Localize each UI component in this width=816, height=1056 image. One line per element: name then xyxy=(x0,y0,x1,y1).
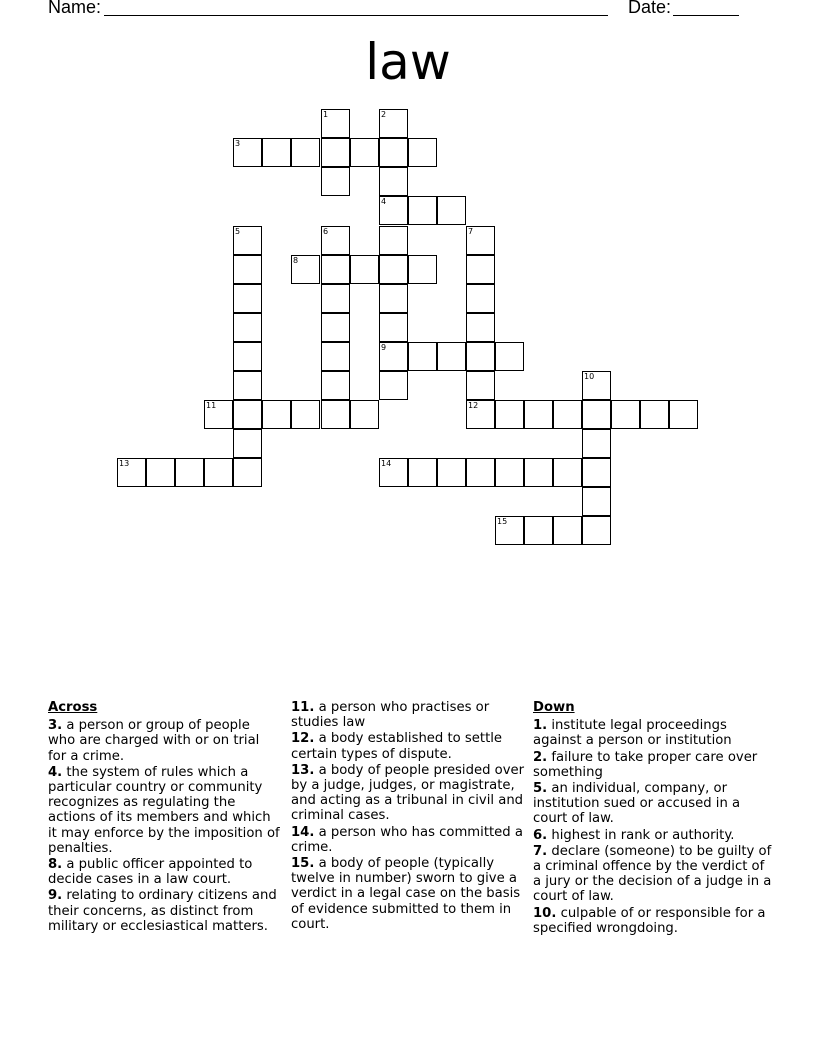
grid-cell[interactable] xyxy=(379,138,408,167)
across-clues-column xyxy=(48,700,280,935)
grid-cell[interactable] xyxy=(640,400,669,429)
down-clue xyxy=(533,750,773,780)
grid-cell[interactable] xyxy=(669,400,698,429)
clue-number: 15 xyxy=(497,517,508,526)
clue-number: 10 xyxy=(584,372,595,381)
clue-number-label: 15. xyxy=(291,856,315,872)
grid-cell[interactable] xyxy=(321,400,350,429)
grid-cell[interactable] xyxy=(350,138,379,167)
clue-number: 4 xyxy=(381,197,387,206)
across-clue-list xyxy=(48,718,280,934)
grid-cell[interactable] xyxy=(146,458,175,487)
across-clue xyxy=(48,888,280,934)
clue-text: a body of people presided over by a judge, judges, or magistrate, and acting as a tribunal in civil and criminal cases. xyxy=(291,762,525,824)
grid-cell[interactable] xyxy=(233,371,262,400)
across-clue xyxy=(48,857,280,887)
grid-cell[interactable] xyxy=(321,138,350,167)
grid-cell[interactable] xyxy=(379,226,408,255)
across-clue xyxy=(48,765,280,856)
clue-number: 3 xyxy=(235,139,241,148)
clue-text: a person or group of people who are charged with or on trial for a crime. xyxy=(48,718,260,764)
grid-cell[interactable] xyxy=(350,400,379,429)
clue-number: 13 xyxy=(119,459,130,468)
grid-cell[interactable] xyxy=(233,313,262,342)
grid-cell[interactable] xyxy=(321,371,350,400)
grid-cell[interactable] xyxy=(582,429,611,458)
grid-cell[interactable] xyxy=(437,196,466,225)
grid-cell[interactable] xyxy=(233,429,262,458)
puzzle-title: law xyxy=(365,33,451,91)
clue-number: 5 xyxy=(235,227,241,236)
down-clue xyxy=(533,828,773,843)
clue-text: the system of rules which a particular country or community recognizes as regulating the actions of its members and which it may enforce by the imposition of penalties. xyxy=(48,764,280,856)
down-clue xyxy=(533,718,773,748)
clue-text: declare (someone) to be guilty of a criminal offence by the verdict of a jury or the decision of a judge in a court of law. xyxy=(533,843,772,905)
across-clue xyxy=(48,718,280,764)
grid-cell[interactable] xyxy=(495,458,524,487)
grid-cell[interactable] xyxy=(582,458,611,487)
grid-cell[interactable] xyxy=(350,255,379,284)
grid-cell[interactable] xyxy=(611,400,640,429)
clue-number-label: 8. xyxy=(48,857,63,873)
down-clue-list xyxy=(533,718,773,936)
clue-number-label: 1. xyxy=(533,718,548,734)
clue-number: 9 xyxy=(381,343,387,352)
clue-number-label: 13. xyxy=(291,762,315,778)
grid-cell[interactable] xyxy=(466,458,495,487)
grid-cell[interactable] xyxy=(408,255,437,284)
grid-cell[interactable] xyxy=(582,516,611,545)
clue-text: relating to ordinary citizens and their concerns, as distinct from military or ecclesiastical matters. xyxy=(48,888,277,934)
grid-cell[interactable] xyxy=(233,255,262,284)
grid-cell[interactable] xyxy=(524,400,553,429)
grid-cell[interactable] xyxy=(408,138,437,167)
grid-cell[interactable] xyxy=(553,516,582,545)
grid-cell[interactable] xyxy=(233,400,262,429)
clue-text: culpable of or responsible for a specified wrongdoing. xyxy=(533,905,766,936)
clue-text: a person who practises or studies law xyxy=(291,700,490,731)
grid-cell[interactable] xyxy=(466,342,495,371)
grid-cell[interactable] xyxy=(291,400,320,429)
grid-cell[interactable] xyxy=(262,400,291,429)
grid-cell[interactable] xyxy=(466,371,495,400)
clue-number-label: 10. xyxy=(533,905,557,921)
clue-number: 7 xyxy=(468,227,474,236)
grid-cell[interactable] xyxy=(437,342,466,371)
across-clue xyxy=(291,700,527,730)
clue-text: institute legal proceedings against a person or institution xyxy=(533,718,732,749)
clue-number-label: 5. xyxy=(533,781,548,797)
clue-number-label: 4. xyxy=(48,764,63,780)
clue-text: an individual, company, or institution sued or accused in a court of law. xyxy=(533,781,741,827)
grid-cell[interactable] xyxy=(379,284,408,313)
clue-number: 2 xyxy=(381,110,387,119)
down-clue xyxy=(533,906,773,936)
clue-number-label: 2. xyxy=(533,749,548,765)
grid-cell[interactable] xyxy=(582,487,611,516)
date-label: Date: xyxy=(628,0,672,17)
across-clue xyxy=(291,763,527,824)
clue-number-label: 6. xyxy=(533,827,548,843)
across-clue xyxy=(291,825,527,855)
grid-cell[interactable] xyxy=(233,342,262,371)
clue-text: highest in rank or authority. xyxy=(547,827,735,843)
grid-cell[interactable] xyxy=(495,400,524,429)
name-label: Name: xyxy=(48,0,102,17)
clue-number-label: 3. xyxy=(48,718,63,734)
clue-number-label: 12. xyxy=(291,731,315,747)
across-clue xyxy=(291,856,527,932)
clue-text: a body of people (typically twelve in number) sworn to give a verdict in a legal case on the basis of evidence submitted to them in court. xyxy=(291,856,521,932)
grid-cell[interactable] xyxy=(408,458,437,487)
grid-cell[interactable] xyxy=(582,400,611,429)
grid-cell[interactable] xyxy=(204,458,233,487)
clue-number: 12 xyxy=(468,401,479,410)
across-heading: Across xyxy=(48,700,98,715)
grid-cell[interactable] xyxy=(379,255,408,284)
clue-text: a body established to settle certain types of dispute. xyxy=(291,731,503,762)
down-clues-column xyxy=(533,700,773,937)
grid-cell[interactable] xyxy=(379,167,408,196)
grid-cell[interactable] xyxy=(466,255,495,284)
grid-cell[interactable] xyxy=(321,255,350,284)
grid-cell[interactable] xyxy=(437,458,466,487)
grid-cell[interactable] xyxy=(553,458,582,487)
grid-cell[interactable] xyxy=(175,458,204,487)
grid-cell[interactable] xyxy=(233,458,262,487)
clue-number: 11 xyxy=(206,401,217,410)
grid-cell[interactable] xyxy=(408,342,437,371)
grid-cell[interactable] xyxy=(233,284,262,313)
clue-number-label: 11. xyxy=(291,700,315,715)
grid-cell[interactable] xyxy=(524,516,553,545)
grid-cell[interactable] xyxy=(291,138,320,167)
across-clue-list-continued xyxy=(291,700,527,932)
grid-cell[interactable] xyxy=(466,284,495,313)
grid-cell[interactable] xyxy=(466,313,495,342)
clue-text: failure to take proper care over something xyxy=(533,749,758,780)
grid-cell[interactable] xyxy=(524,458,553,487)
clue-number-label: 9. xyxy=(48,888,63,904)
grid-cell[interactable] xyxy=(379,313,408,342)
down-heading: Down xyxy=(533,700,575,715)
clue-number: 1 xyxy=(323,110,329,119)
grid-cell[interactable] xyxy=(408,196,437,225)
grid-cell[interactable] xyxy=(321,342,350,371)
down-clue xyxy=(533,781,773,827)
grid-cell[interactable] xyxy=(379,371,408,400)
clue-text: a public officer appointed to decide cases in a law court. xyxy=(48,857,253,888)
across-clues-column-2 xyxy=(291,700,527,933)
grid-cell[interactable] xyxy=(495,342,524,371)
clue-number-label: 14. xyxy=(291,824,315,840)
across-clue xyxy=(291,731,527,761)
grid-cell[interactable] xyxy=(262,138,291,167)
down-clue xyxy=(533,844,773,905)
clue-number: 14 xyxy=(381,459,392,468)
grid-cell[interactable] xyxy=(553,400,582,429)
clue-text: a person who has committed a crime. xyxy=(291,824,523,855)
clue-number-label: 7. xyxy=(533,843,548,859)
clue-number: 8 xyxy=(293,256,299,265)
grid-cell[interactable] xyxy=(321,167,350,196)
clue-number: 6 xyxy=(323,227,329,236)
grid-cell[interactable] xyxy=(321,284,350,313)
grid-cell[interactable] xyxy=(321,313,350,342)
